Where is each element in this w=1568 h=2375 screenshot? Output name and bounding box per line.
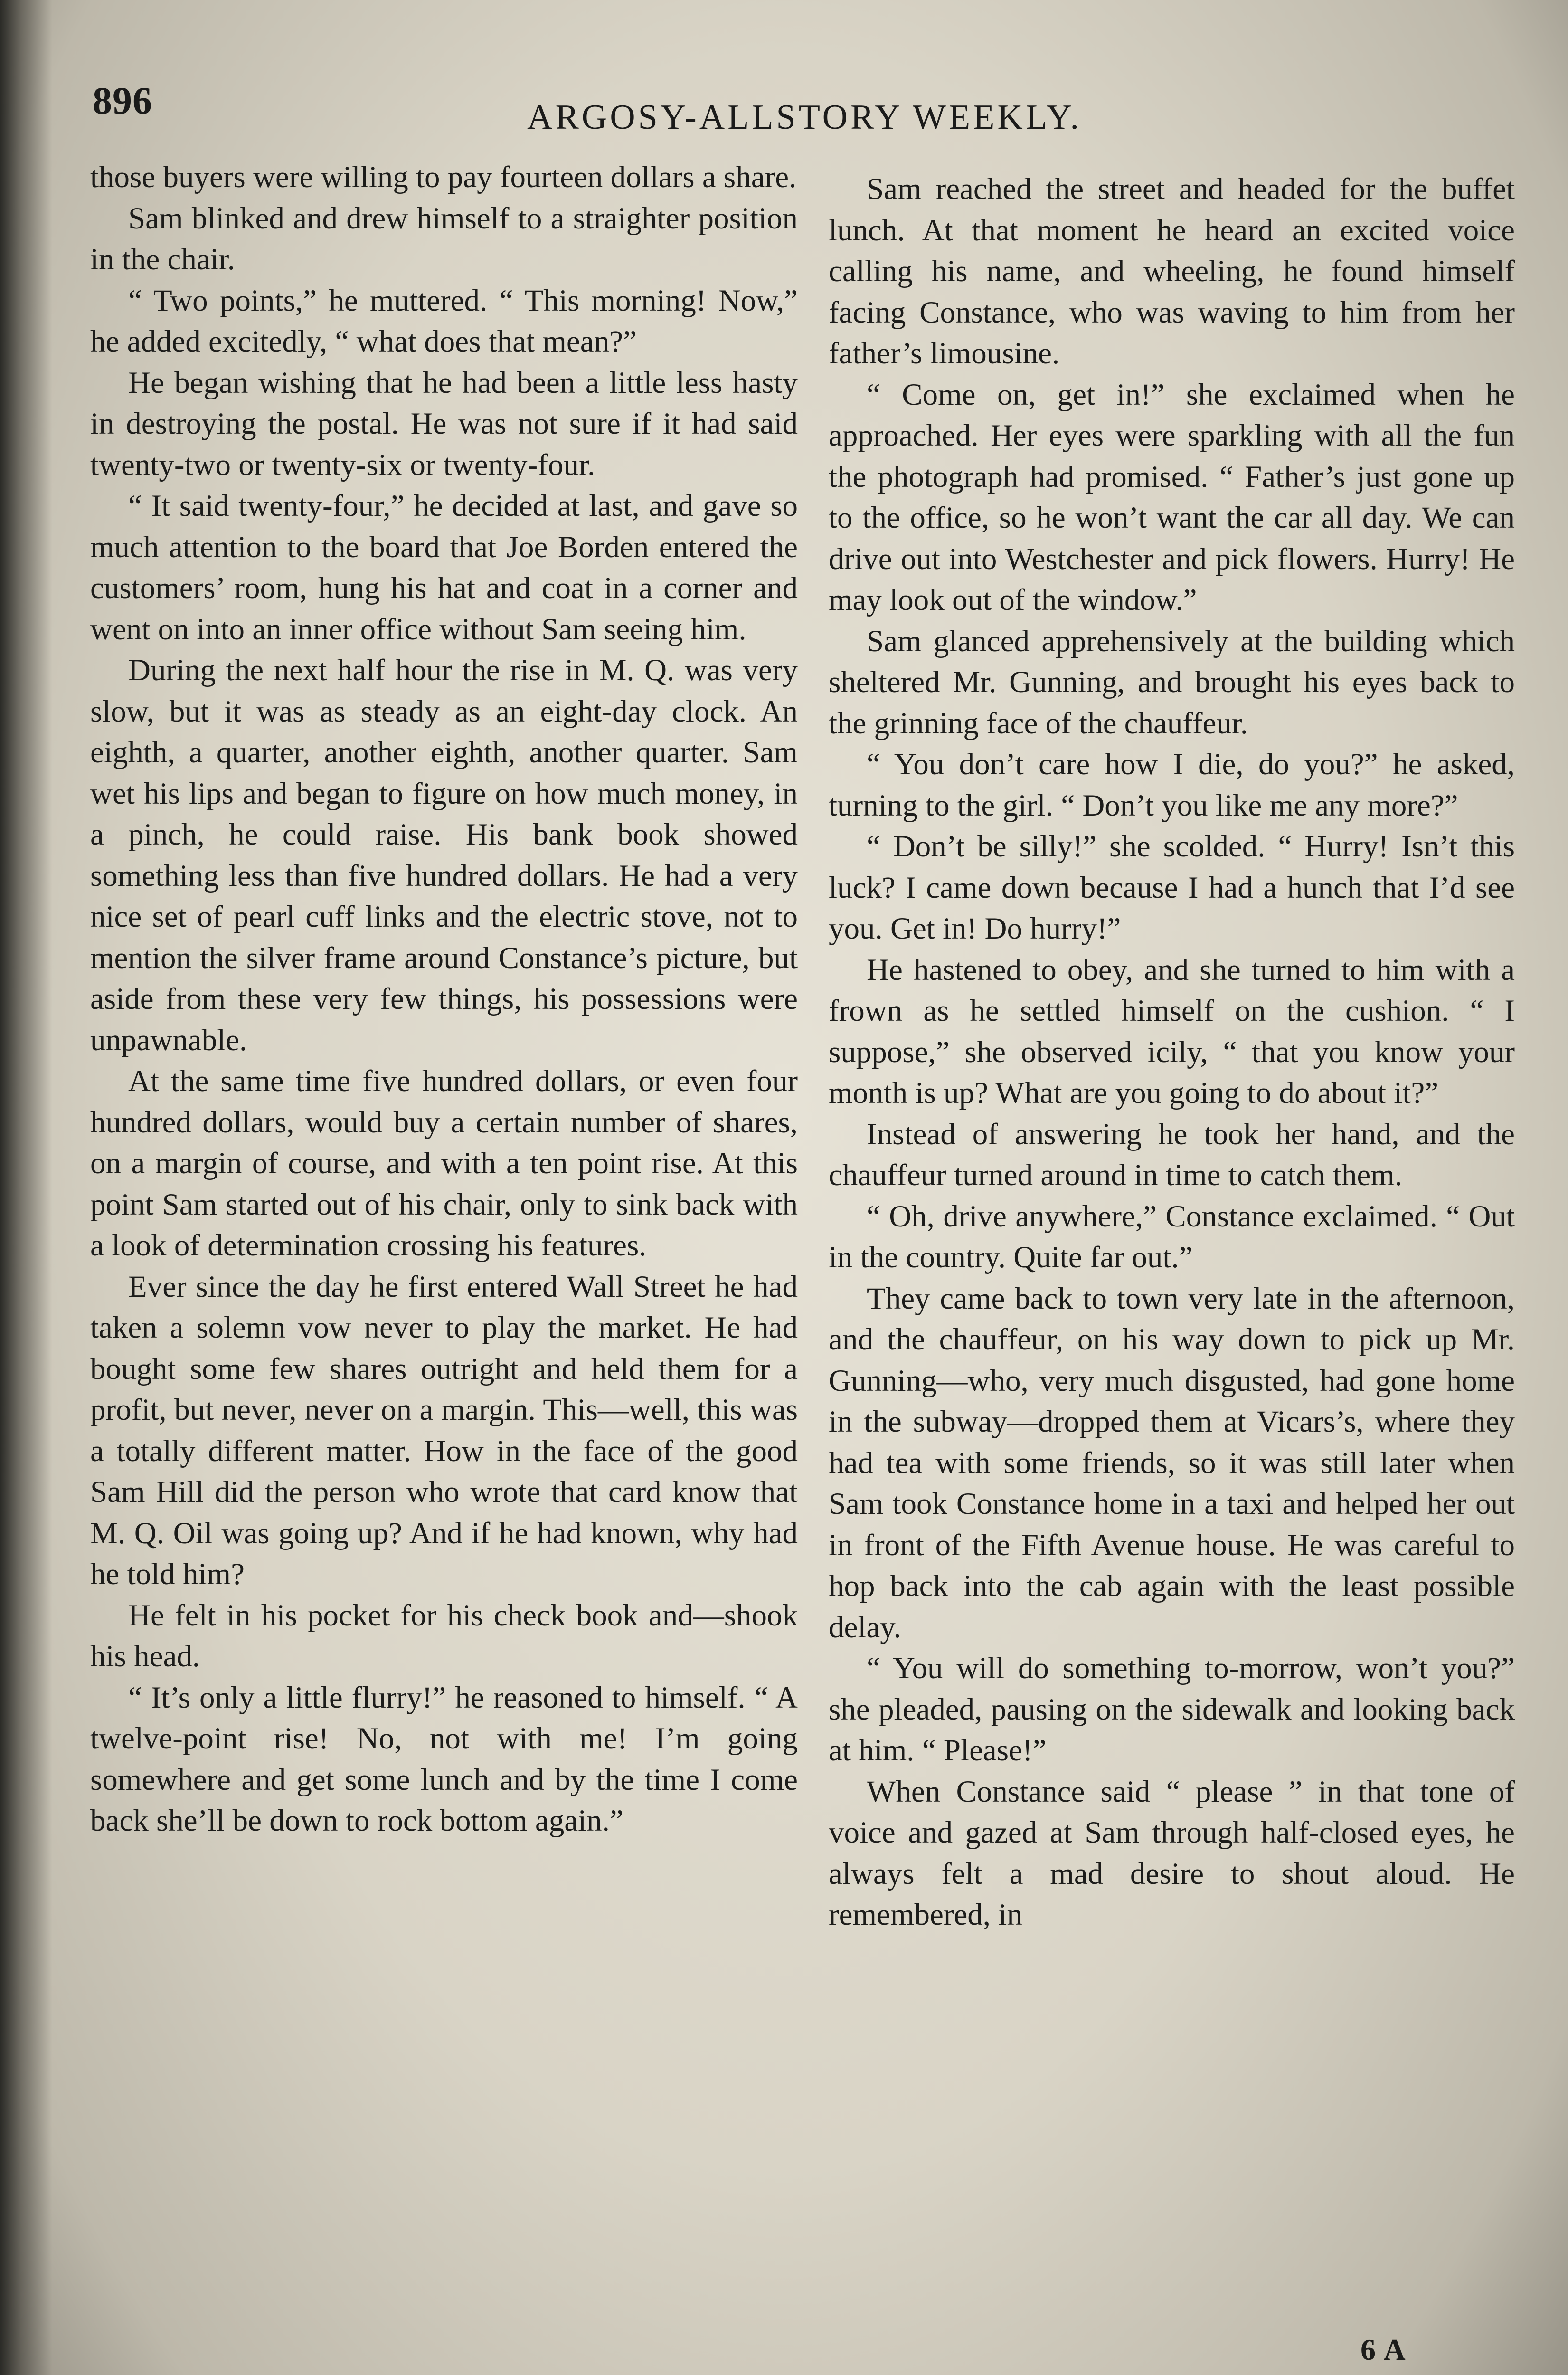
left-text-column — [90, 157, 798, 1842]
paragraph: They came back to town very late in the afternoon, and the chauffeur, on his way down to pick up Mr. Gunning—who, very much disgusted, had gone home in the subway—dropped them at Vicars’s, where they had tea with some friends, so it was still later when Sam took Constance home in a taxi and helped her out in front of the Fifth Avenue house. He was careful to hop back into the cab again with the least possible delay. — [829, 1281, 1515, 1644]
paragraph: “ You don’t care how I die, do you?” he asked, turning to the girl. “ Don’t you like me any more?” — [829, 747, 1515, 823]
page-header — [93, 78, 1493, 145]
paragraph: “ Don’t be silly!” she scolded. “ Hurry! Isn’t this luck? I came down because I had a hunch that I’d see you. Get in! Do hurry!” — [829, 829, 1515, 946]
paragraph: “ It said twenty-four,” he decided at last, and gave so much attention to the board that Joe Borden entered the customers’ room, hung his hat and coat in a corner and went on into an inner office without Sam seeing him. — [90, 489, 798, 646]
paragraph: He felt in his pocket for his check book and—shook his head. — [90, 1598, 798, 1673]
paragraph: “ Oh, drive anywhere,” Constance exclaimed. “ Out in the country. Quite far out.” — [829, 1199, 1515, 1274]
paragraph: “ You will do something to-morrow, won’t you?” she pleaded, pausing on the sidewalk and looking back at him. “ Please!” — [829, 1651, 1515, 1767]
paragraph: “ It’s only a little flurry!” he reasoned to himself. “ A twelve-point rise! No, not with me! I’m going somewhere and get some lunch and by the time I come back she’ll be down to rock bottom again.” — [90, 1680, 798, 1838]
paragraph: During the next half hour the rise in M. Q. was very slow, but it was as steady as an eight-day clock. An eighth, a quarter, another eighth, another quarter. Sam wet his lips and began to figure on how much money, in a pinch, he could raise. His bank book showed something less than five hundred dollars. He had a very nice set of pearl cuff links and the electric stove, not to mention the silver frame around Constance’s picture, but aside from these very few things, his possessions were unpawnable. — [90, 653, 798, 1057]
paragraph: Sam reached the street and headed for the buffet lunch. At that moment he heard an excited voice calling his name, and wheeling, he found himself facing Constance, who was waving to him from her father’s limousine. — [829, 172, 1515, 370]
paragraph: He began wishing that he had been a little less hasty in destroying the postal. He was not sure if it had said twenty-two or twenty-six or twenty-four. — [90, 365, 798, 482]
paragraph: Sam glanced apprehensively at the building which sheltered Mr. Gunning, and brought his eyes back to the grinning face of the chauffeur. — [829, 624, 1515, 741]
printer-signature-mark: 6 A — [1360, 2333, 1407, 2366]
paragraph: Instead of answering he took her hand, and the chauffeur turned around in time to catch them. — [829, 1117, 1515, 1192]
page-number: 896 — [93, 79, 152, 122]
paragraph: “ Two points,” he muttered. “ This morning! Now,” he added excitedly, “ what does that mean?” — [90, 283, 798, 359]
paragraph: At the same time five hundred dollars, or even four hundred dollars, would buy a certain number of shares, on a margin of course, and with a ten point rise. At this point Sam started out of his chair, only to sink back with a look of determination crossing his features. — [90, 1064, 798, 1263]
right-text-column — [829, 169, 1515, 1936]
paragraph: “ Come on, get in!” she exclaimed when he approached. Her eyes were sparkling with all the fun the photograph had promised. “ Father’s just gone up to the office, so he won’t want the car all day. We can drive out into Westchester and pick flowers. Hurry! He may look out of the window.” — [829, 377, 1515, 617]
paragraph: Sam blinked and drew himself to a straighter position in the chair. — [90, 201, 798, 276]
page-edge-shadow-left — [0, 0, 52, 2375]
paragraph: He hastened to obey, and she turned to him with a frown as he settled himself on the cushion. “ I suppose,” she observed icily, “ that you know your month is up? What are you going to do about it?” — [829, 952, 1515, 1110]
paragraph: those buyers were willing to pay fourteen dollars a share. — [90, 160, 797, 194]
running-title: ARGOSY-ALLSTORY WEEKLY. — [527, 98, 1082, 137]
paragraph: Ever since the day he first entered Wall Street he had taken a solemn vow never to play the market. He had bought some few shares outright and held them for a profit, but never, never on a margin. This—well, this was a totally different matter. How in the face of the good Sam Hill did the person who wrote that card know that M. Q. Oil was going up? And if he had known, why had he told him? — [90, 1269, 798, 1591]
paragraph: When Constance said “ please ” in that tone of voice and gazed at Sam through half-closed eyes, he always felt a mad desire to shout aloud. He remembered, in — [829, 1774, 1515, 1932]
